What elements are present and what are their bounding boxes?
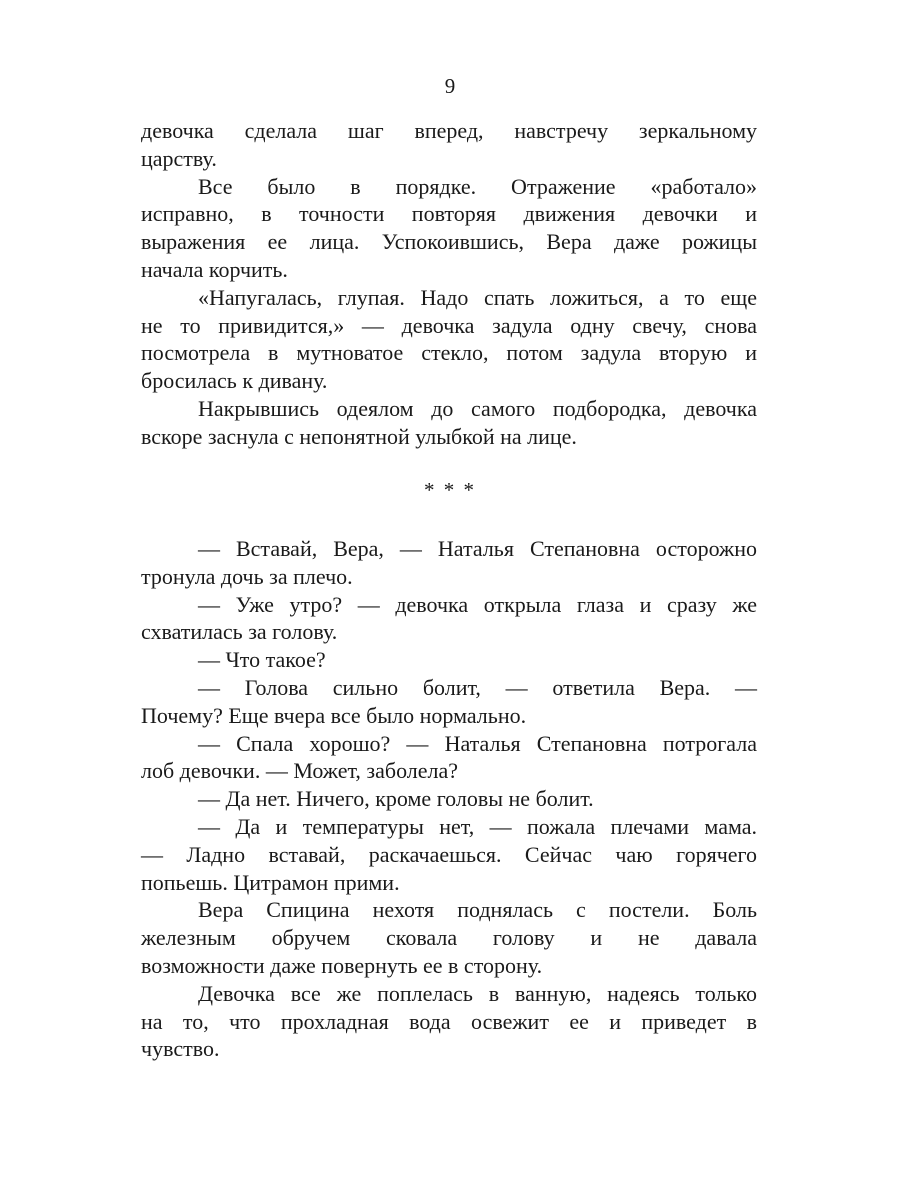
paragraph: [141, 395, 757, 451]
text-line: — Ладно вставай, раскачаешься. Сейчас чаю горячего: [141, 841, 757, 867]
paragraph: [141, 173, 757, 284]
paragraph: [141, 730, 757, 786]
text-section-1: [141, 117, 757, 451]
text-line: исправно, в точности повторяя движения девочки и: [141, 201, 757, 227]
text-line: — Да и температуры нет, — пожала плечами мама.: [198, 813, 757, 839]
text-line: начала корчить.: [141, 256, 288, 282]
text-line: выражения ее лица. Успокоившись, Вера даже рожицы: [141, 229, 757, 255]
paragraph: [141, 674, 757, 730]
paragraph: [141, 813, 757, 896]
text-line: чувство.: [141, 1036, 220, 1062]
paragraph: [141, 646, 757, 674]
text-line: на то, что прохладная вода освежит ее и приведет в: [141, 1008, 757, 1034]
text-line: — Да нет. Ничего, кроме головы не болит.: [198, 786, 594, 812]
text-section-2: [141, 535, 757, 1063]
text-line: — Что такое?: [198, 647, 326, 673]
text-line: схватилась за голову.: [141, 619, 338, 645]
paragraph: [141, 980, 757, 1063]
text-line: «Напугалась, глупая. Надо спать ложиться, а то еще: [198, 284, 757, 310]
text-line: тронула дочь за плечо.: [141, 563, 353, 589]
text-line: бросилась к дивану.: [141, 368, 328, 394]
text-line: Накрывшись одеялом до самого подбородка, девочка: [198, 395, 757, 421]
text-line: железным обручем сковала голову и не давала: [141, 925, 757, 951]
paragraph: [141, 591, 757, 647]
section-separator: * * *: [424, 478, 476, 502]
text-line: не то привидится,» — девочка задула одну свечу, снова: [141, 312, 757, 338]
text-line: — Уже утро? — девочка открыла глаза и сразу же: [198, 591, 757, 617]
paragraph: [141, 284, 757, 395]
text-line: посмотрела в мутноватое стекло, потом задула вторую и: [141, 340, 757, 366]
text-line: — Спала хорошо? — Наталья Степановна потрогала: [198, 730, 757, 756]
page-number: 9: [444, 74, 456, 98]
paragraph: [141, 896, 757, 979]
text-line: — Голова сильно болит, — ответила Вера. —: [198, 674, 757, 700]
text-line: девочка сделала шаг вперед, навстречу зеркальному: [141, 118, 757, 143]
paragraph: [141, 535, 757, 591]
paragraph: [141, 785, 757, 813]
paragraph: [141, 117, 757, 173]
text-line: попьешь. Цитрамон прими.: [141, 869, 400, 895]
text-line: лоб девочки. — Может, заболела?: [141, 758, 459, 784]
text-line: Девочка все же поплелась в ванную, надеясь только: [198, 980, 757, 1006]
text-line: — Вставай, Вера, — Наталья Степановна осторожно: [198, 536, 757, 561]
text-line: Все было в порядке. Отражение «работало»: [198, 173, 757, 199]
text-line: вскоре заснула с непонятной улыбкой на лице.: [141, 423, 577, 449]
text-line: возможности даже повернуть ее в сторону.: [141, 952, 543, 978]
text-line: Почему? Еще вчера все было нормально.: [141, 702, 527, 728]
text-line: Вера Спицина нехотя поднялась с постели. Боль: [198, 897, 757, 923]
text-line: царству.: [141, 145, 217, 171]
